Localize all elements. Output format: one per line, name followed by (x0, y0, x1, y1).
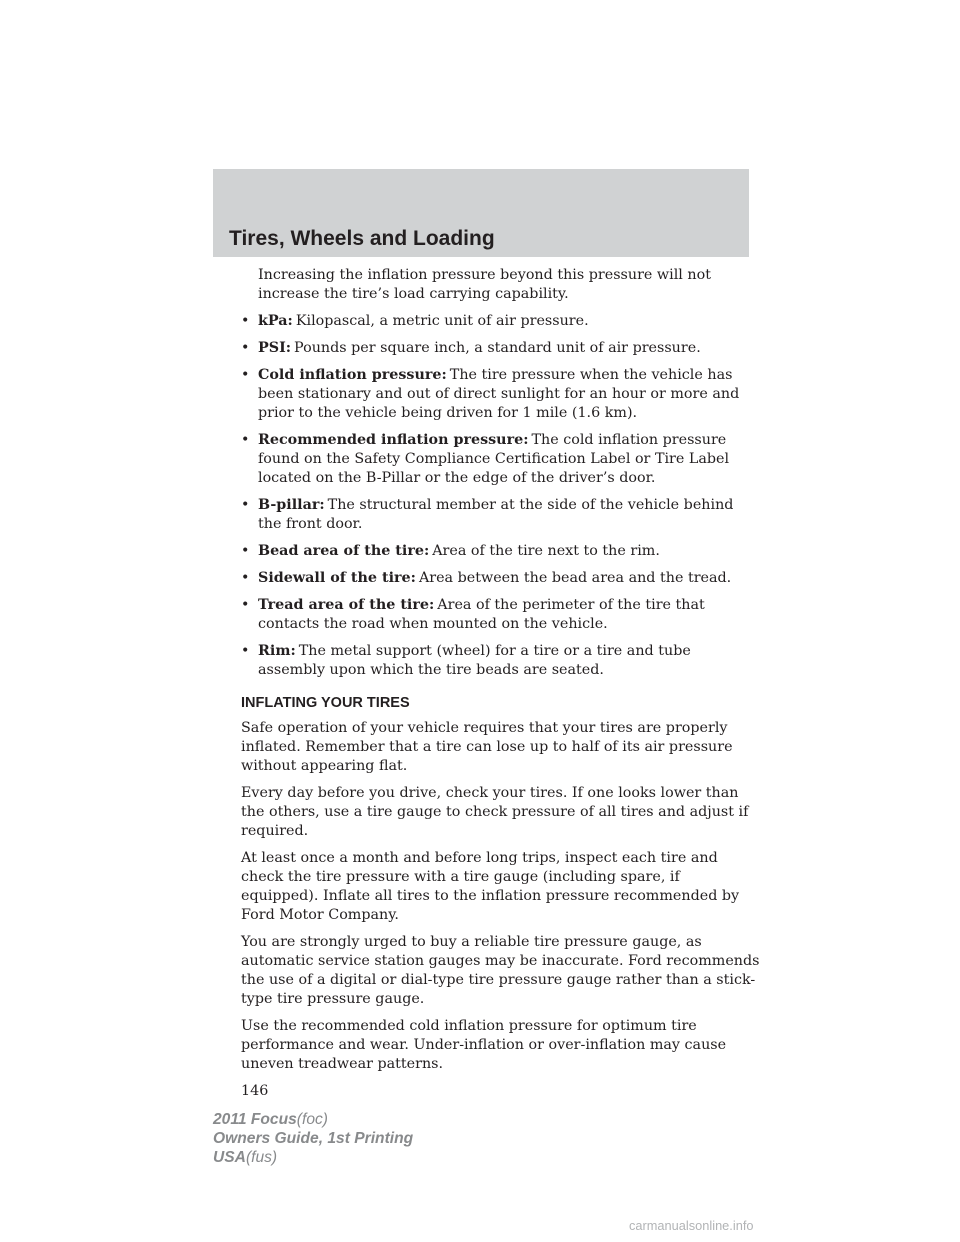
site-watermark: carmanualsonline.info (629, 1218, 754, 1233)
footer-line-model (213, 1110, 413, 1129)
definition-item-kpa (241, 312, 761, 331)
definition-term: Rim: (258, 643, 296, 659)
intro-paragraph: Increasing the inflation pressure beyond this pressure will not increase the tire’s load carrying capability. (258, 267, 711, 302)
definition-term: Cold inflation pressure: (258, 367, 447, 383)
definition-text: The structural member at the side of the vehicle behind the front door. (258, 497, 734, 532)
definition-term: Bead area of the tire: (258, 543, 430, 559)
definition-item-b-pillar (241, 496, 761, 534)
definition-text: Area between the bead area and the tread. (418, 570, 732, 586)
definition-text: Area of the perimeter of the tire that contacts the road when mounted on the vehicle. (258, 597, 705, 632)
footer-model: 2011 Focus (213, 1111, 297, 1128)
definition-text: The tire pressure when the vehicle has been stationary and out of direct sunlight for an hour or more and prior to the vehicle being driven for 1 mile (1.6 km). (258, 367, 740, 421)
definition-text: Pounds per square inch, a standard unit of air pressure. (294, 340, 701, 356)
bullet-icon: • (241, 597, 250, 613)
definition-item-bead-area (241, 542, 761, 561)
definition-item-cold-inflation-pressure (241, 366, 761, 423)
footer-model-code: (foc) (296, 1111, 328, 1128)
footer-line-market (213, 1148, 413, 1167)
definition-item-recommended-inflation-pressure (241, 431, 761, 488)
bullet-icon: • (241, 543, 250, 559)
definition-term: PSI: (258, 340, 292, 356)
footer-printing: Owners Guide, 1st Printing (213, 1130, 414, 1147)
body-paragraph: Every day before you drive, check your tires. If one looks lower than the others, use a tire gauge to check pressure of all tires and adjust if required. (241, 785, 749, 839)
body-paragraph: Use the recommended cold inflation pressure for optimum tire performance and wear. Under-inflation or over-inflation may cause uneven treadwear patterns. (241, 1018, 727, 1072)
definition-item-rim (241, 642, 761, 680)
page-content (241, 266, 761, 1101)
definition-item-tread-area (241, 596, 761, 634)
body-paragraph: Safe operation of your vehicle requires that your tires are properly inflated. Remember that a tire can lose up to half of its air pressure without appearing flat. (241, 720, 733, 774)
bullet-icon: • (241, 497, 250, 513)
footer-market-code: (fus) (245, 1149, 278, 1166)
page-number: 146 (241, 1083, 269, 1099)
definition-term: Tread area of the tire: (258, 597, 435, 613)
definition-list (241, 312, 761, 680)
definition-term: kPa: (258, 313, 293, 329)
definition-term: Sidewall of the tire: (258, 570, 416, 586)
bullet-icon: • (241, 432, 250, 448)
body-paragraph: You are strongly urged to buy a reliable tire pressure gauge, as automatic service station gauges may be inaccurate. Ford recommends the use of a digital or dial-type tire pressure gauge rather than a stick-type tire pressure gauge. (241, 934, 760, 1007)
print-footer (213, 1110, 413, 1167)
section-heading-inflating: INFLATING YOUR TIRES (241, 695, 410, 711)
definition-text: Kilopascal, a metric unit of air pressure. (295, 313, 589, 329)
definition-item-sidewall (241, 569, 761, 588)
definition-term: Recommended inflation pressure: (258, 432, 529, 448)
definition-term: B-pillar: (258, 497, 325, 513)
bullet-icon: • (241, 313, 250, 329)
definition-text: The metal support (wheel) for a tire or a tire and tube assembly upon which the tire beads are seated. (258, 643, 691, 678)
definition-item-psi (241, 339, 761, 358)
body-paragraph: At least once a month and before long trips, inspect each tire and check the tire pressure with a tire gauge (including spare, if equipped). Inflate all tires to the inflation pressure recommended by Ford Motor Company. (241, 850, 740, 923)
definition-text: The cold inflation pressure found on the Safety Compliance Certification Label or Tire Label located on the B-Pillar or the edge of the driver’s door. (258, 432, 730, 486)
bullet-icon: • (241, 367, 250, 383)
section-title: Tires, Wheels and Loading (229, 227, 495, 250)
bullet-icon: • (241, 570, 250, 586)
definition-text: Area of the tire next to the rim. (432, 543, 660, 559)
bullet-icon: • (241, 643, 250, 659)
footer-market: USA (213, 1149, 246, 1166)
bullet-icon: • (241, 340, 250, 356)
